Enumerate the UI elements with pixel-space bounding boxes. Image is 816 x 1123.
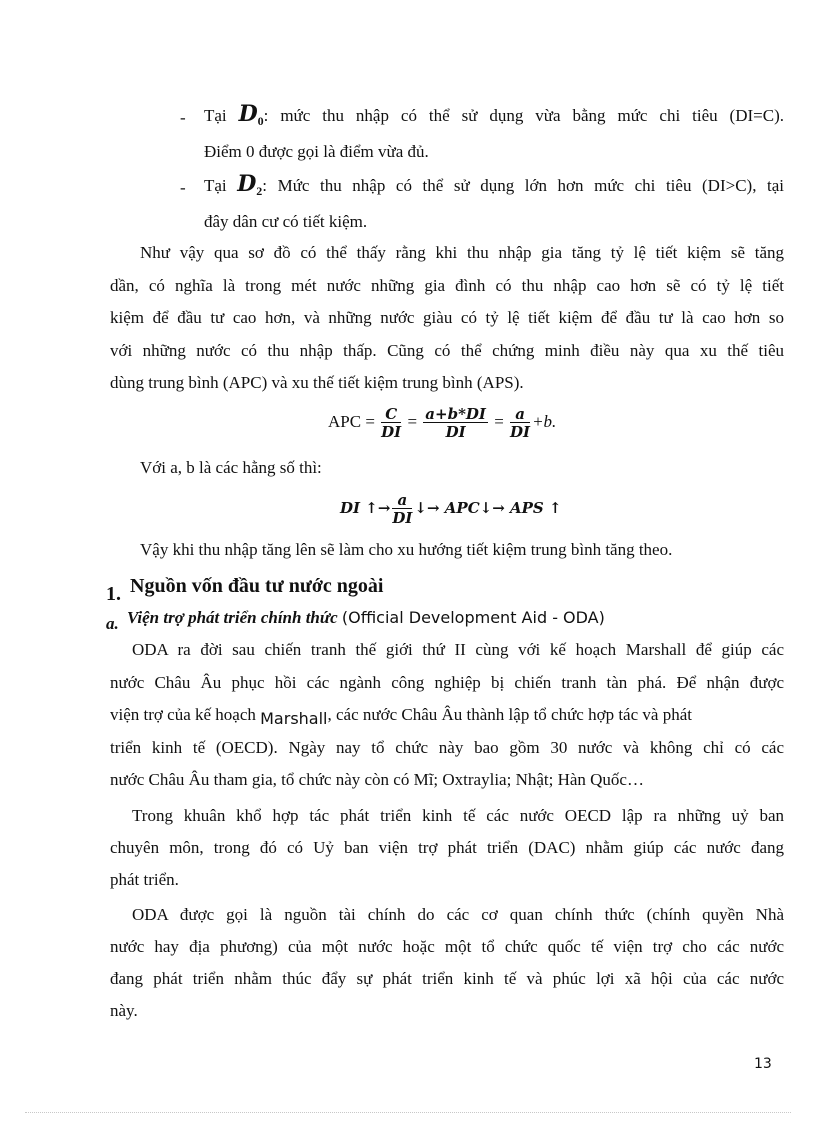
page-bottom-divider xyxy=(25,1112,791,1113)
section-title: Nguồn vốn đầu tư nước ngoài xyxy=(130,575,384,597)
para4-line-3: đang phát triển nhằm thúc đẩy sự phát triển kinh tế và phúc lợi xã hội của các nước xyxy=(110,969,784,988)
trend-start: DI ↑→ xyxy=(340,499,391,517)
fraction-numerator: a+b*DI xyxy=(425,404,486,423)
bullet-1-text: : mức thu nhập có thể sử dụng vừa bằng mức chi tiêu (DI=C). xyxy=(263,106,784,125)
fraction-numerator: C xyxy=(381,406,401,423)
subsection-label: a. xyxy=(106,614,119,633)
bullet-2-text: : Mức thu nhập có thể sử dụng lớn hơn mức chi tiêu (DI>C), tại xyxy=(262,176,784,195)
apc-formula xyxy=(328,404,556,441)
bullet-1-line-1 xyxy=(204,101,784,128)
bullet-2-line-2: đây dân cư có tiết kiệm. xyxy=(204,212,368,231)
para3-line-3: phát triển. xyxy=(110,870,179,889)
equals-sign: = xyxy=(494,412,504,431)
fraction-numerator: a xyxy=(510,406,530,423)
bullet-1-variable: D xyxy=(238,101,258,127)
fraction-sum-over-di xyxy=(423,406,488,441)
fraction-a-over-di xyxy=(392,492,412,527)
para1-line-2: dần, có nghĩa là trong mét nước những gia đình có thu nhập cao hơn sẽ có tỷ lệ tiết xyxy=(110,276,784,295)
constants-line: Với a, b là các hằng số thì: xyxy=(140,458,322,477)
para2-text-b: , các nước Châu Âu thành lập tổ chức hợp tác và phát xyxy=(327,705,692,724)
bullet-1-prefix: Tại xyxy=(204,106,239,125)
section-heading xyxy=(106,574,384,605)
bullet-2-prefix: Tại xyxy=(204,176,238,195)
page-number: 13 xyxy=(754,1056,772,1072)
bullet-marker: - xyxy=(180,108,186,127)
fraction-numerator: a xyxy=(392,492,412,509)
para1-line-4: với những nước có thu nhập thấp. Cũng có thể chứng minh điều này qua xu thế tiêu xyxy=(110,341,784,360)
para2-line-5: nước Châu Âu tham gia, tổ chức này còn có Mĩ; Oxtraylia; Nhật; Hàn Quốc… xyxy=(110,770,644,789)
para2-line-3 xyxy=(110,705,784,728)
para3-line-1: Trong khuân khổ hợp tác phát triển kinh tế các nước OECD lập ra những uỷ ban xyxy=(132,806,784,825)
bullet-2-subscript: 2 xyxy=(256,184,263,198)
para4-line-2: nước hay địa phương) của một nước hoặc một tổ chức quốc tế viện trợ cho các nước xyxy=(110,937,784,956)
bullet-1-subscript: 0 xyxy=(257,114,264,128)
fraction-denominator: DI xyxy=(445,422,466,441)
apc-lhs: APC = xyxy=(328,412,375,431)
bullet-2-line-1 xyxy=(204,171,784,198)
fraction-denominator: DI xyxy=(392,508,413,527)
para4-line-1: ODA được gọi là nguồn tài chính do các cơ quan chính thức (chính quyền Nhà xyxy=(132,905,784,924)
subsection-title: Viện trợ phát triển chính thức xyxy=(127,608,338,627)
bullet-2-variable: D xyxy=(237,171,257,197)
para2-line-2: nước Châu Âu phục hồi các ngành công nghiệp bị chiến tranh tàn phá. Để nhận được xyxy=(110,673,784,692)
para1-line-3: kiệm để đầu tư cao hơn, và những nước giàu có tỷ lệ tiết kiệm để đầu tư là cao hơn so xyxy=(110,308,784,327)
subsection-heading xyxy=(106,608,605,633)
fraction-denominator: DI xyxy=(381,422,402,441)
apc-tail: +b. xyxy=(532,412,557,431)
bullet-marker: - xyxy=(180,178,186,197)
bullet-1-line-2: Điểm 0 được gọi là điểm vừa đủ. xyxy=(204,142,429,161)
conclusion-line: Vậy khi thu nhập tăng lên sẽ làm cho xu hướng tiết kiệm trung bình tăng theo. xyxy=(140,540,673,559)
fraction-denominator: DI xyxy=(510,422,531,441)
para2-line-4: triển kinh tế (OECD). Ngày nay tổ chức này bao gồm 30 nước và không chỉ có các xyxy=(110,738,784,757)
para2-line-1: ODA ra đời sau chiến tranh thế giới thứ II cùng với kế hoạch Marshall để giúp các xyxy=(132,640,784,659)
para2-marshall: Marshall xyxy=(260,709,328,728)
para2-text-a: viện trợ của kế hoạch xyxy=(110,705,256,724)
para1-line-5: dùng trung bình (APC) và xu thế tiết kiệm trung bình (APS). xyxy=(110,373,524,392)
trend-formula xyxy=(340,490,562,527)
para3-line-2: chuyên môn, trong đó có Uỷ ban viện trợ phát triển (DAC) nhằm giúp các nước đang xyxy=(110,838,784,857)
fraction-a-over-di xyxy=(510,406,530,441)
fraction-c-over-di xyxy=(381,406,401,441)
equals-sign: = xyxy=(407,412,418,431)
subsection-subtitle: (Official Development Aid - ODA) xyxy=(341,608,605,627)
section-number: 1. xyxy=(106,583,121,605)
para4-line-4: này. xyxy=(110,1001,138,1020)
para1-line-1: Như vậy qua sơ đồ có thể thấy rằng khi thu nhập gia tăng tỷ lệ tiết kiệm sẽ tăng xyxy=(140,243,784,262)
trend-end: ↓→ APC↓→ APS ↑ xyxy=(414,499,562,517)
